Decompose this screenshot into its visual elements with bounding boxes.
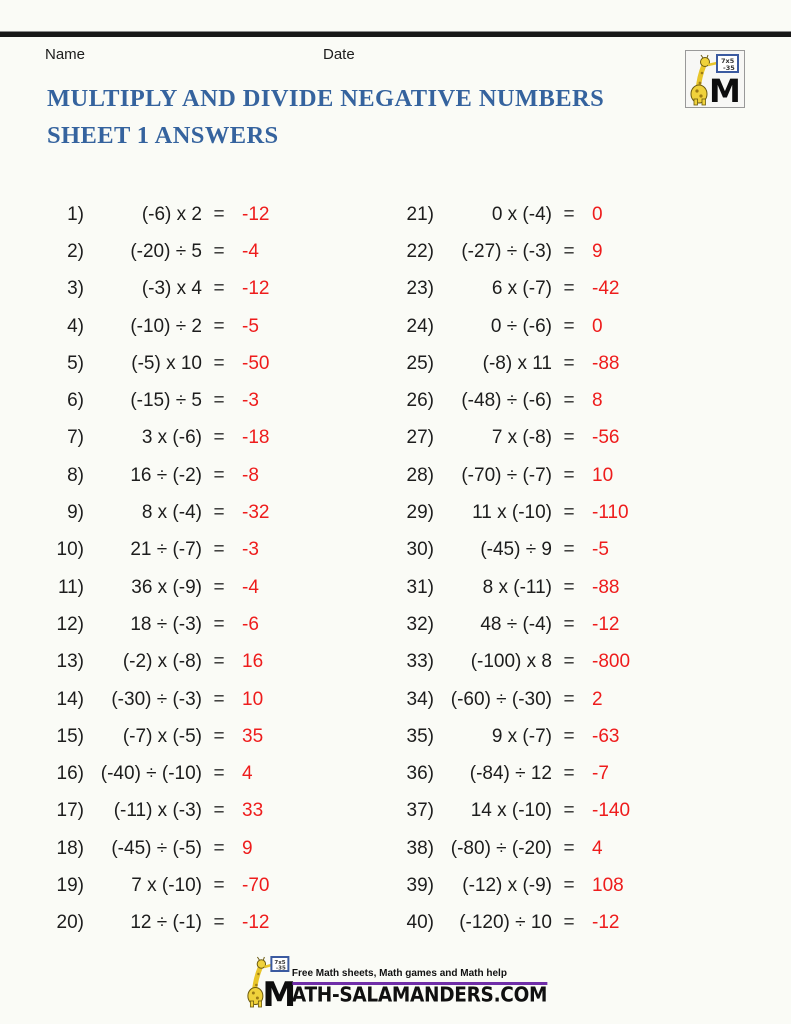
problem-row	[40, 830, 326, 867]
problem-answer: 33	[242, 800, 264, 822]
problem-row	[390, 867, 676, 904]
equals-sign: =	[213, 502, 225, 524]
problem-expression: (-11) x (-3)	[113, 800, 202, 822]
problem-answer: -12	[242, 203, 270, 225]
problem-number: 8)	[67, 464, 84, 486]
problems-column-right	[390, 196, 676, 942]
equals-sign: =	[213, 464, 225, 486]
problem-row	[390, 793, 676, 830]
name-label: Name	[45, 46, 86, 63]
equals-sign: =	[563, 725, 575, 747]
problem-answer: -5	[592, 539, 609, 561]
equals-sign: =	[563, 240, 575, 262]
problem-expression: 48 ÷ (-4)	[480, 613, 552, 635]
problem-expression: (-60) ÷ (-30)	[450, 688, 552, 710]
problem-answer: -5	[242, 315, 259, 337]
header-divider-bar	[0, 31, 791, 37]
problem-expression: (-20) ÷ 5	[130, 240, 202, 262]
equals-sign: =	[563, 837, 575, 859]
problem-number: 29)	[406, 502, 434, 524]
problem-answer: -50	[242, 352, 270, 374]
equals-sign: =	[213, 576, 225, 598]
equals-sign: =	[563, 613, 575, 635]
problem-expression: (-15) ÷ 5	[130, 390, 202, 412]
equals-sign: =	[213, 725, 225, 747]
problem-number: 23)	[406, 278, 434, 300]
equals-sign: =	[563, 539, 575, 561]
equals-sign: =	[563, 800, 575, 822]
equals-sign: =	[213, 539, 225, 561]
problem-row	[40, 308, 326, 345]
problem-number: 9)	[67, 502, 84, 524]
problems-column-left	[40, 196, 326, 942]
problem-answer: 10	[242, 688, 264, 710]
equals-sign: =	[563, 688, 575, 710]
problem-row	[390, 755, 676, 792]
problem-expression: 12 ÷ (-1)	[130, 912, 202, 934]
equals-sign: =	[563, 278, 575, 300]
problem-expression: (-7) x (-5)	[122, 725, 202, 747]
problem-row	[390, 718, 676, 755]
problem-answer: -12	[592, 912, 620, 934]
problem-answer: 9	[592, 240, 603, 262]
equals-sign: =	[563, 912, 575, 934]
problem-answer: 8	[592, 390, 603, 412]
equals-sign: =	[563, 203, 575, 225]
problem-expression: 7 x (-8)	[491, 427, 552, 449]
problem-expression: 3 x (-6)	[141, 427, 202, 449]
problem-number: 13)	[56, 651, 84, 673]
problem-expression: 0 ÷ (-6)	[490, 315, 552, 337]
problem-number: 10)	[56, 539, 84, 561]
problem-expression: (-12) x (-9)	[462, 874, 552, 896]
problem-expression: (-10) ÷ 2	[130, 315, 202, 337]
problem-expression: 9 x (-7)	[491, 725, 552, 747]
problem-number: 39)	[406, 874, 434, 896]
problem-number: 26)	[406, 390, 434, 412]
problem-expression: 14 x (-10)	[470, 800, 552, 822]
problem-number: 14)	[56, 688, 84, 710]
equals-sign: =	[213, 651, 225, 673]
problem-row	[40, 718, 326, 755]
problem-number: 16)	[56, 763, 84, 785]
page-title	[47, 80, 667, 154]
problem-row	[390, 830, 676, 867]
equals-sign: =	[213, 613, 225, 635]
equals-sign: =	[213, 763, 225, 785]
problem-row	[390, 420, 676, 457]
problem-answer: -12	[242, 912, 270, 934]
problem-answer: -42	[592, 278, 620, 300]
problem-answer: -140	[592, 800, 631, 822]
problem-expression: 6 x (-7)	[491, 278, 552, 300]
equals-sign: =	[563, 576, 575, 598]
problem-number: 11)	[57, 576, 84, 598]
problem-row	[40, 420, 326, 457]
problem-expression: 11 x (-10)	[472, 502, 552, 524]
problem-number: 21)	[406, 203, 434, 225]
svg-text:7x5: 7x5	[273, 960, 286, 966]
problem-number: 35)	[406, 725, 434, 747]
problem-answer: -110	[592, 502, 629, 524]
problem-row	[390, 681, 676, 718]
problem-row	[390, 457, 676, 494]
problem-answer: 0	[592, 315, 603, 337]
problem-row	[40, 755, 326, 792]
problem-expression: (-30) ÷ (-3)	[111, 688, 202, 710]
equals-sign: =	[563, 464, 575, 486]
problem-row	[40, 196, 326, 233]
problem-number: 28)	[406, 464, 434, 486]
problem-number: 7)	[67, 427, 84, 449]
equals-sign: =	[563, 502, 575, 524]
problem-expression: 36 x (-9)	[131, 576, 202, 598]
problem-row	[390, 569, 676, 606]
problem-answer: 35	[242, 725, 264, 747]
equals-sign: =	[563, 427, 575, 449]
problem-answer: -63	[592, 725, 620, 747]
salamander-mascot-icon	[686, 51, 743, 106]
problem-number: 27)	[406, 427, 434, 449]
equals-sign: =	[563, 352, 575, 374]
problem-expression: 8 x (-11)	[482, 576, 552, 598]
equals-sign: =	[213, 278, 225, 300]
footer-branding	[244, 954, 547, 1008]
problem-answer: 16	[242, 651, 264, 673]
problem-row	[40, 793, 326, 830]
problem-row	[390, 382, 676, 419]
problem-number: 24)	[406, 315, 434, 337]
problem-expression: (-3) x 4	[141, 278, 202, 300]
problem-answer: -7	[592, 763, 609, 785]
problem-expression: 16 ÷ (-2)	[130, 464, 202, 486]
problem-number: 5)	[67, 352, 84, 374]
problem-answer: -8	[242, 464, 259, 486]
problem-answer: 9	[242, 837, 253, 859]
math-salamanders-logo	[685, 50, 745, 108]
problem-expression: 21 ÷ (-7)	[130, 539, 202, 561]
page-title-line2: SHEET 1 ANSWERS	[47, 122, 279, 149]
problem-answer: -88	[592, 576, 620, 598]
problem-expression: (-48) ÷ (-6)	[461, 390, 552, 412]
footer-wordmark: ATH-SALAMANDERS.COM	[291, 984, 548, 1007]
problem-number: 36)	[406, 763, 434, 785]
equals-sign: =	[213, 203, 225, 225]
problem-answer: 4	[242, 763, 253, 785]
svg-text:-35: -35	[723, 64, 735, 72]
problem-number: 25)	[406, 352, 434, 374]
problem-expression: (-120) ÷ 10	[459, 912, 552, 934]
problem-expression: (-100) x 8	[470, 651, 552, 673]
problem-number: 22)	[406, 240, 434, 262]
problem-expression: (-8) x 11	[482, 352, 552, 374]
problem-row	[40, 867, 326, 904]
problem-row	[40, 606, 326, 643]
problem-row	[40, 569, 326, 606]
problem-answer: -12	[592, 613, 620, 635]
equals-sign: =	[213, 352, 225, 374]
problem-row	[390, 233, 676, 270]
problem-row	[390, 644, 676, 681]
equals-sign: =	[213, 315, 225, 337]
equals-sign: =	[563, 315, 575, 337]
problem-answer: -6	[242, 613, 259, 635]
problem-expression: (-2) x (-8)	[122, 651, 202, 673]
problem-answer: 0	[592, 203, 603, 225]
problem-row	[390, 196, 676, 233]
problem-answer: -3	[242, 390, 259, 412]
problem-answer: 108	[592, 874, 624, 896]
problem-answer: -32	[242, 502, 270, 524]
problem-row	[390, 345, 676, 382]
problem-row	[390, 494, 676, 531]
equals-sign: =	[213, 240, 225, 262]
problem-number: 4)	[67, 315, 84, 337]
problem-answer: -4	[242, 576, 259, 598]
problem-number: 30)	[406, 539, 434, 561]
problem-expression: (-27) ÷ (-3)	[461, 240, 552, 262]
equals-sign: =	[213, 688, 225, 710]
problem-expression: (-84) ÷ 12	[469, 763, 552, 785]
equals-sign: =	[563, 763, 575, 785]
problem-row	[40, 494, 326, 531]
problem-answer: 4	[592, 837, 603, 859]
problem-number: 18)	[56, 837, 84, 859]
problem-expression: 8 x (-4)	[141, 502, 202, 524]
problem-number: 1)	[67, 203, 84, 225]
problem-row	[390, 271, 676, 308]
problem-answer: -12	[242, 278, 270, 300]
problem-answer: -88	[592, 352, 620, 374]
problem-number: 15)	[56, 725, 84, 747]
problem-number: 40)	[406, 912, 434, 934]
problem-row	[40, 233, 326, 270]
problem-answer: -4	[242, 240, 259, 262]
problem-expression: 0 x (-4)	[491, 203, 552, 225]
problem-number: 17)	[56, 800, 84, 822]
problem-expression: (-70) ÷ (-7)	[461, 464, 552, 486]
problem-answer: 10	[592, 464, 614, 486]
date-label: Date	[323, 46, 355, 63]
problem-number: 12)	[56, 613, 84, 635]
equals-sign: =	[213, 912, 225, 934]
problem-number: 19)	[56, 874, 84, 896]
problem-row	[40, 457, 326, 494]
problem-row	[390, 905, 676, 942]
svg-text:7x5: 7x5	[721, 57, 735, 65]
problem-number: 38)	[406, 837, 434, 859]
problem-number: 2)	[67, 240, 84, 262]
problem-row	[40, 905, 326, 942]
problem-answer: -56	[592, 427, 620, 449]
problem-number: 33)	[406, 651, 434, 673]
problem-number: 34)	[406, 688, 434, 710]
problem-answer: -3	[242, 539, 259, 561]
problem-number: 3)	[67, 278, 84, 300]
svg-text:M: M	[709, 72, 741, 106]
problem-expression: (-40) ÷ (-10)	[100, 763, 202, 785]
problem-number: 32)	[406, 613, 434, 635]
equals-sign: =	[563, 390, 575, 412]
problem-row	[40, 532, 326, 569]
problem-row	[40, 345, 326, 382]
problem-row	[40, 382, 326, 419]
problem-answer: -18	[242, 427, 270, 449]
equals-sign: =	[213, 800, 225, 822]
problem-number: 20)	[56, 912, 84, 934]
problem-row	[40, 681, 326, 718]
equals-sign: =	[213, 427, 225, 449]
problem-expression: 7 x (-10)	[131, 874, 202, 896]
problem-expression: (-6) x 2	[141, 203, 202, 225]
problem-number: 31)	[406, 576, 434, 598]
svg-text:-35: -35	[275, 965, 286, 972]
footer-tagline: Free Math sheets, Math games and Math help	[291, 968, 507, 979]
equals-sign: =	[563, 651, 575, 673]
problem-answer: -800	[592, 651, 631, 673]
problem-expression: (-80) ÷ (-20)	[450, 837, 552, 859]
problem-number: 37)	[406, 800, 434, 822]
problem-expression: (-45) ÷ (-5)	[111, 837, 202, 859]
problem-row	[390, 532, 676, 569]
problem-row	[390, 606, 676, 643]
svg-text:M: M	[261, 975, 296, 1008]
page-title-line1: MULTIPLY AND DIVIDE NEGATIVE NUMBERS	[47, 85, 605, 112]
problem-answer: 2	[592, 688, 603, 710]
problem-row	[40, 271, 326, 308]
footer-text-block	[292, 968, 547, 1008]
equals-sign: =	[213, 390, 225, 412]
equals-sign: =	[213, 837, 225, 859]
problem-row	[40, 644, 326, 681]
problem-row	[390, 308, 676, 345]
problem-answer: -70	[242, 874, 270, 896]
problem-expression: 18 ÷ (-3)	[130, 613, 202, 635]
equals-sign: =	[563, 874, 575, 896]
equals-sign: =	[213, 874, 225, 896]
problem-expression: (-5) x 10	[131, 352, 202, 374]
problem-expression: (-45) ÷ 9	[480, 539, 552, 561]
problem-number: 6)	[67, 390, 84, 412]
